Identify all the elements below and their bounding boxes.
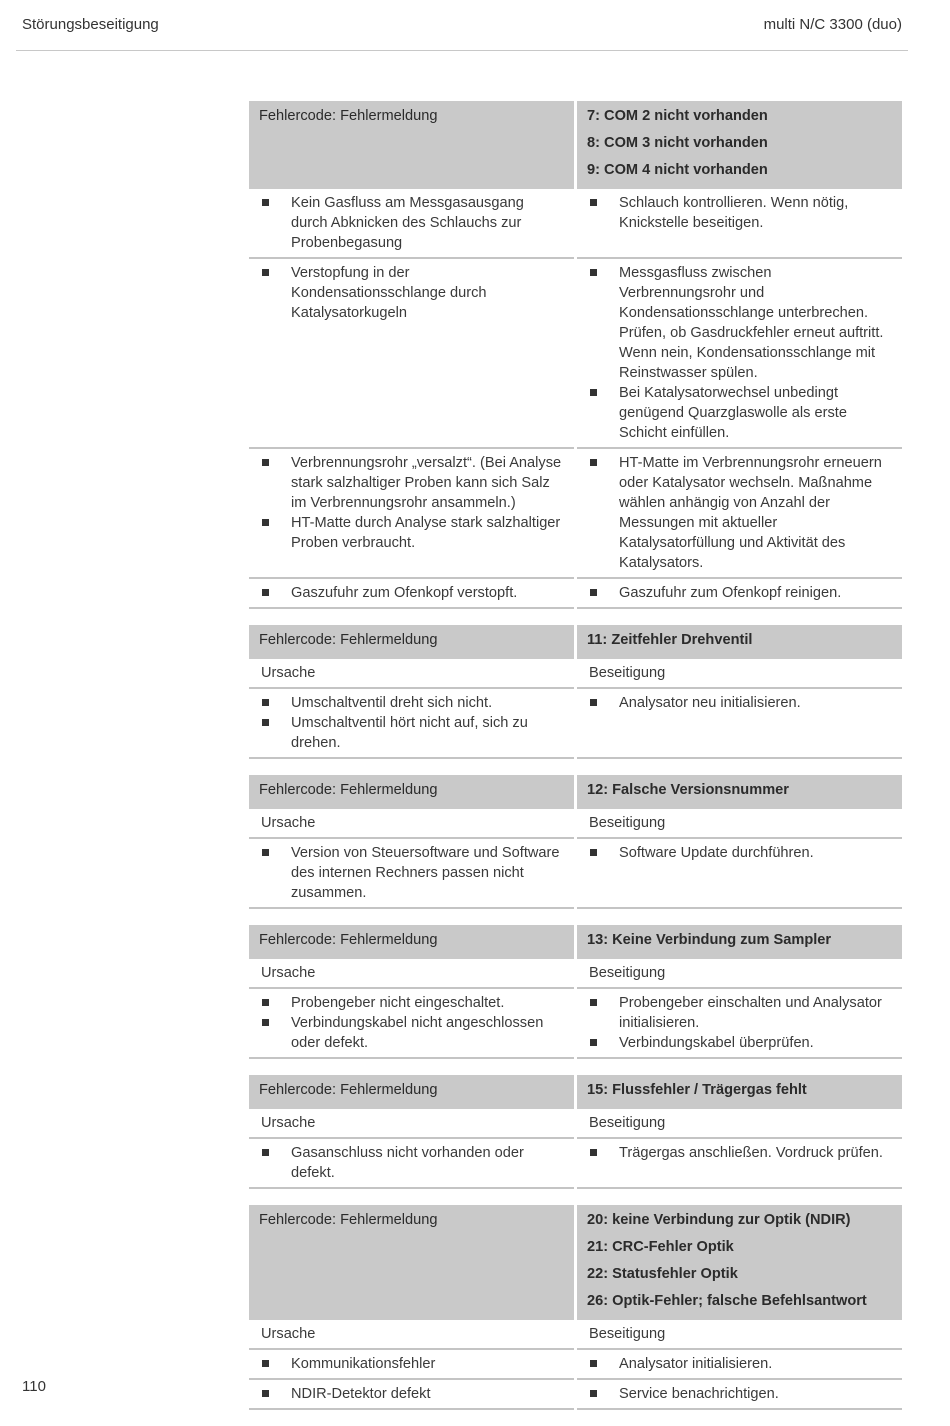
header-left-cell [249, 1075, 574, 1109]
header-divider [16, 50, 908, 51]
bullet-list [587, 993, 892, 1053]
list-item: Probengeber einschalten und Analysator initialisieren. [587, 993, 892, 1033]
remedy-cell [577, 579, 902, 609]
cause-heading: Ursache [249, 659, 574, 689]
header-left-cell [249, 625, 574, 659]
list-item: Gaszufuhr zum Ofenkopf verstopft. [259, 583, 564, 603]
table-subheader-row [249, 659, 902, 689]
page-number: 110 [22, 1378, 46, 1395]
cause-heading: Ursache [249, 809, 574, 839]
remedy-heading: Beseitigung [577, 1109, 902, 1139]
error-message: 9: COM 4 nicht vorhanden [587, 162, 768, 178]
list-item: Probengeber nicht eingeschaltet. [259, 993, 564, 1013]
error-table [249, 1205, 902, 1410]
list-item: Kein Gasfluss am Messgasausgang durch Abknicken des Schlauchs zur Probenbegasung [259, 193, 564, 253]
header-left-cell [249, 1205, 574, 1320]
bullet-list [587, 453, 892, 573]
table-header-row [249, 625, 902, 659]
error-code-label: Fehlercode: Fehlermeldung [259, 932, 438, 948]
table-header-row [249, 925, 902, 959]
list-item: Trägergas anschließen. Vordruck prüfen. [587, 1143, 892, 1163]
bullet-list [259, 263, 564, 323]
table-row [249, 579, 902, 609]
cause-cell [249, 839, 574, 909]
header-right-cell [577, 625, 902, 659]
remedy-cell [577, 259, 902, 449]
list-item: Version von Steuersoftware und Software des internen Rechners passen nicht zusammen. [259, 843, 564, 903]
bullet-list [259, 693, 564, 753]
error-table [249, 625, 902, 759]
error-code-label: Fehlercode: Fehlermeldung [259, 782, 438, 798]
bullet-list [259, 583, 564, 603]
error-table [249, 101, 902, 609]
remedy-cell [577, 839, 902, 909]
bullet-list [587, 193, 892, 233]
table-subheader-row [249, 959, 902, 989]
remedy-cell [577, 1350, 902, 1380]
bullet-list [587, 1143, 892, 1163]
bullet-list [587, 843, 892, 863]
error-tables [249, 101, 902, 1426]
product-name: multi N/C 3300 (duo) [763, 16, 902, 33]
remedy-heading: Beseitigung [577, 959, 902, 989]
header-right-cell [577, 1205, 902, 1320]
section-title: Störungsbeseitigung [22, 16, 159, 33]
bullet-list [587, 583, 892, 603]
bullet-list [587, 263, 892, 443]
list-item: Verstopfung in der Kondensationsschlange durch Katalysatorkugeln [259, 263, 564, 323]
cause-heading: Ursache [249, 959, 574, 989]
error-table [249, 1075, 902, 1189]
bullet-list [587, 1384, 892, 1404]
list-item: NDIR-Detektor defekt [259, 1384, 564, 1404]
list-item: HT-Matte im Verbrennungsrohr erneuern oder Katalysator wechseln. Maßnahme wählen anhängig von Anzahl der Messungen mit aktueller Katalysatorfüllung und Aktivität des Katalysators. [587, 453, 892, 573]
header-left-cell [249, 925, 574, 959]
error-message: 22: Statusfehler Optik [587, 1266, 738, 1282]
table-header-row [249, 101, 902, 189]
error-message: 7: COM 2 nicht vorhanden [587, 108, 768, 124]
list-item: Verbindungskabel überprüfen. [587, 1033, 892, 1053]
list-item: Kommunikationsfehler [259, 1354, 564, 1374]
bullet-list [587, 1354, 892, 1374]
header-right-cell [577, 775, 902, 809]
cause-cell [249, 1139, 574, 1189]
error-message: 11: Zeitfehler Drehventil [587, 632, 753, 648]
error-message: 12: Falsche Versionsnummer [587, 782, 789, 798]
error-message: 20: keine Verbindung zur Optik (NDIR) [587, 1212, 851, 1228]
remedy-cell [577, 189, 902, 259]
table-row [249, 839, 902, 909]
cause-cell [249, 989, 574, 1059]
table-subheader-row [249, 1320, 902, 1350]
cause-heading: Ursache [249, 1109, 574, 1139]
table-row [249, 259, 902, 449]
list-item: Umschaltventil hört nicht auf, sich zu drehen. [259, 713, 564, 753]
remedy-cell [577, 449, 902, 579]
error-message: 21: CRC-Fehler Optik [587, 1239, 734, 1255]
page-header [22, 14, 902, 38]
bullet-list [587, 693, 892, 713]
remedy-cell [577, 689, 902, 759]
cause-cell [249, 579, 574, 609]
list-item: Analysator neu initialisieren. [587, 693, 892, 713]
remedy-heading: Beseitigung [577, 659, 902, 689]
header-right-cell [577, 925, 902, 959]
bullet-list [259, 1354, 564, 1374]
error-message: 8: COM 3 nicht vorhanden [587, 135, 768, 151]
list-item: Analysator initialisieren. [587, 1354, 892, 1374]
list-item: Verbindungskabel nicht angeschlossen oder defekt. [259, 1013, 564, 1053]
error-message: 15: Flussfehler / Trägergas fehlt [587, 1082, 807, 1098]
bullet-list [259, 193, 564, 253]
cause-cell [249, 1350, 574, 1380]
cause-cell [249, 189, 574, 259]
error-code-label: Fehlercode: Fehlermeldung [259, 632, 438, 648]
cause-cell [249, 449, 574, 579]
table-subheader-row [249, 809, 902, 839]
table-row [249, 1139, 902, 1189]
remedy-cell [577, 1380, 902, 1410]
cause-heading: Ursache [249, 1320, 574, 1350]
list-item: Schlauch kontrollieren. Wenn nötig, Knickstelle beseitigen. [587, 193, 892, 233]
error-table [249, 775, 902, 909]
bullet-list [259, 453, 564, 553]
bullet-list [259, 1384, 564, 1404]
table-header-row [249, 1205, 902, 1320]
remedy-cell [577, 989, 902, 1059]
remedy-cell [577, 1139, 902, 1189]
remedy-heading: Beseitigung [577, 1320, 902, 1350]
cause-cell [249, 1380, 574, 1410]
table-row [249, 1350, 902, 1380]
table-row [249, 449, 902, 579]
cause-cell [249, 689, 574, 759]
bullet-list [259, 843, 564, 903]
error-table [249, 925, 902, 1059]
list-item: Gaszufuhr zum Ofenkopf reinigen. [587, 583, 892, 603]
table-row [249, 989, 902, 1059]
table-header-row [249, 775, 902, 809]
bullet-list [259, 1143, 564, 1183]
table-header-row [249, 1075, 902, 1109]
error-code-label: Fehlercode: Fehlermeldung [259, 1212, 438, 1228]
list-item: Bei Katalysatorwechsel unbedingt genügend Quarzglaswolle als erste Schicht einfüllen. [587, 383, 892, 443]
header-left-cell [249, 775, 574, 809]
table-subheader-row [249, 1109, 902, 1139]
header-right-cell [577, 101, 902, 189]
table-row [249, 189, 902, 259]
list-item: Gasanschluss nicht vorhanden oder defekt. [259, 1143, 564, 1183]
list-item: Verbrennungsrohr „versalzt“. (Bei Analyse stark salzhaltiger Proben kann sich Salz im Verbrennungsrohr ansammeln.) [259, 453, 564, 513]
error-code-label: Fehlercode: Fehlermeldung [259, 108, 438, 124]
list-item: Software Update durchführen. [587, 843, 892, 863]
list-item: HT-Matte durch Analyse stark salzhaltiger Proben verbraucht. [259, 513, 564, 553]
list-item: Messgasfluss zwischen Verbrennungsrohr und Kondensationsschlange unterbrechen. Prüfen, ob Gasdruckfehler erneut auftritt. Wenn nein, Kondensationsschlange mit Reinstwasser spülen. [587, 263, 892, 383]
error-code-label: Fehlercode: Fehlermeldung [259, 1082, 438, 1098]
table-row [249, 689, 902, 759]
remedy-heading: Beseitigung [577, 809, 902, 839]
list-item: Umschaltventil dreht sich nicht. [259, 693, 564, 713]
bullet-list [259, 993, 564, 1053]
header-left-cell [249, 101, 574, 189]
error-message: 13: Keine Verbindung zum Sampler [587, 932, 832, 948]
error-message: 26: Optik-Fehler; falsche Befehlsantwort [587, 1293, 867, 1309]
cause-cell [249, 259, 574, 449]
table-row [249, 1380, 902, 1410]
list-item: Service benachrichtigen. [587, 1384, 892, 1404]
header-right-cell [577, 1075, 902, 1109]
